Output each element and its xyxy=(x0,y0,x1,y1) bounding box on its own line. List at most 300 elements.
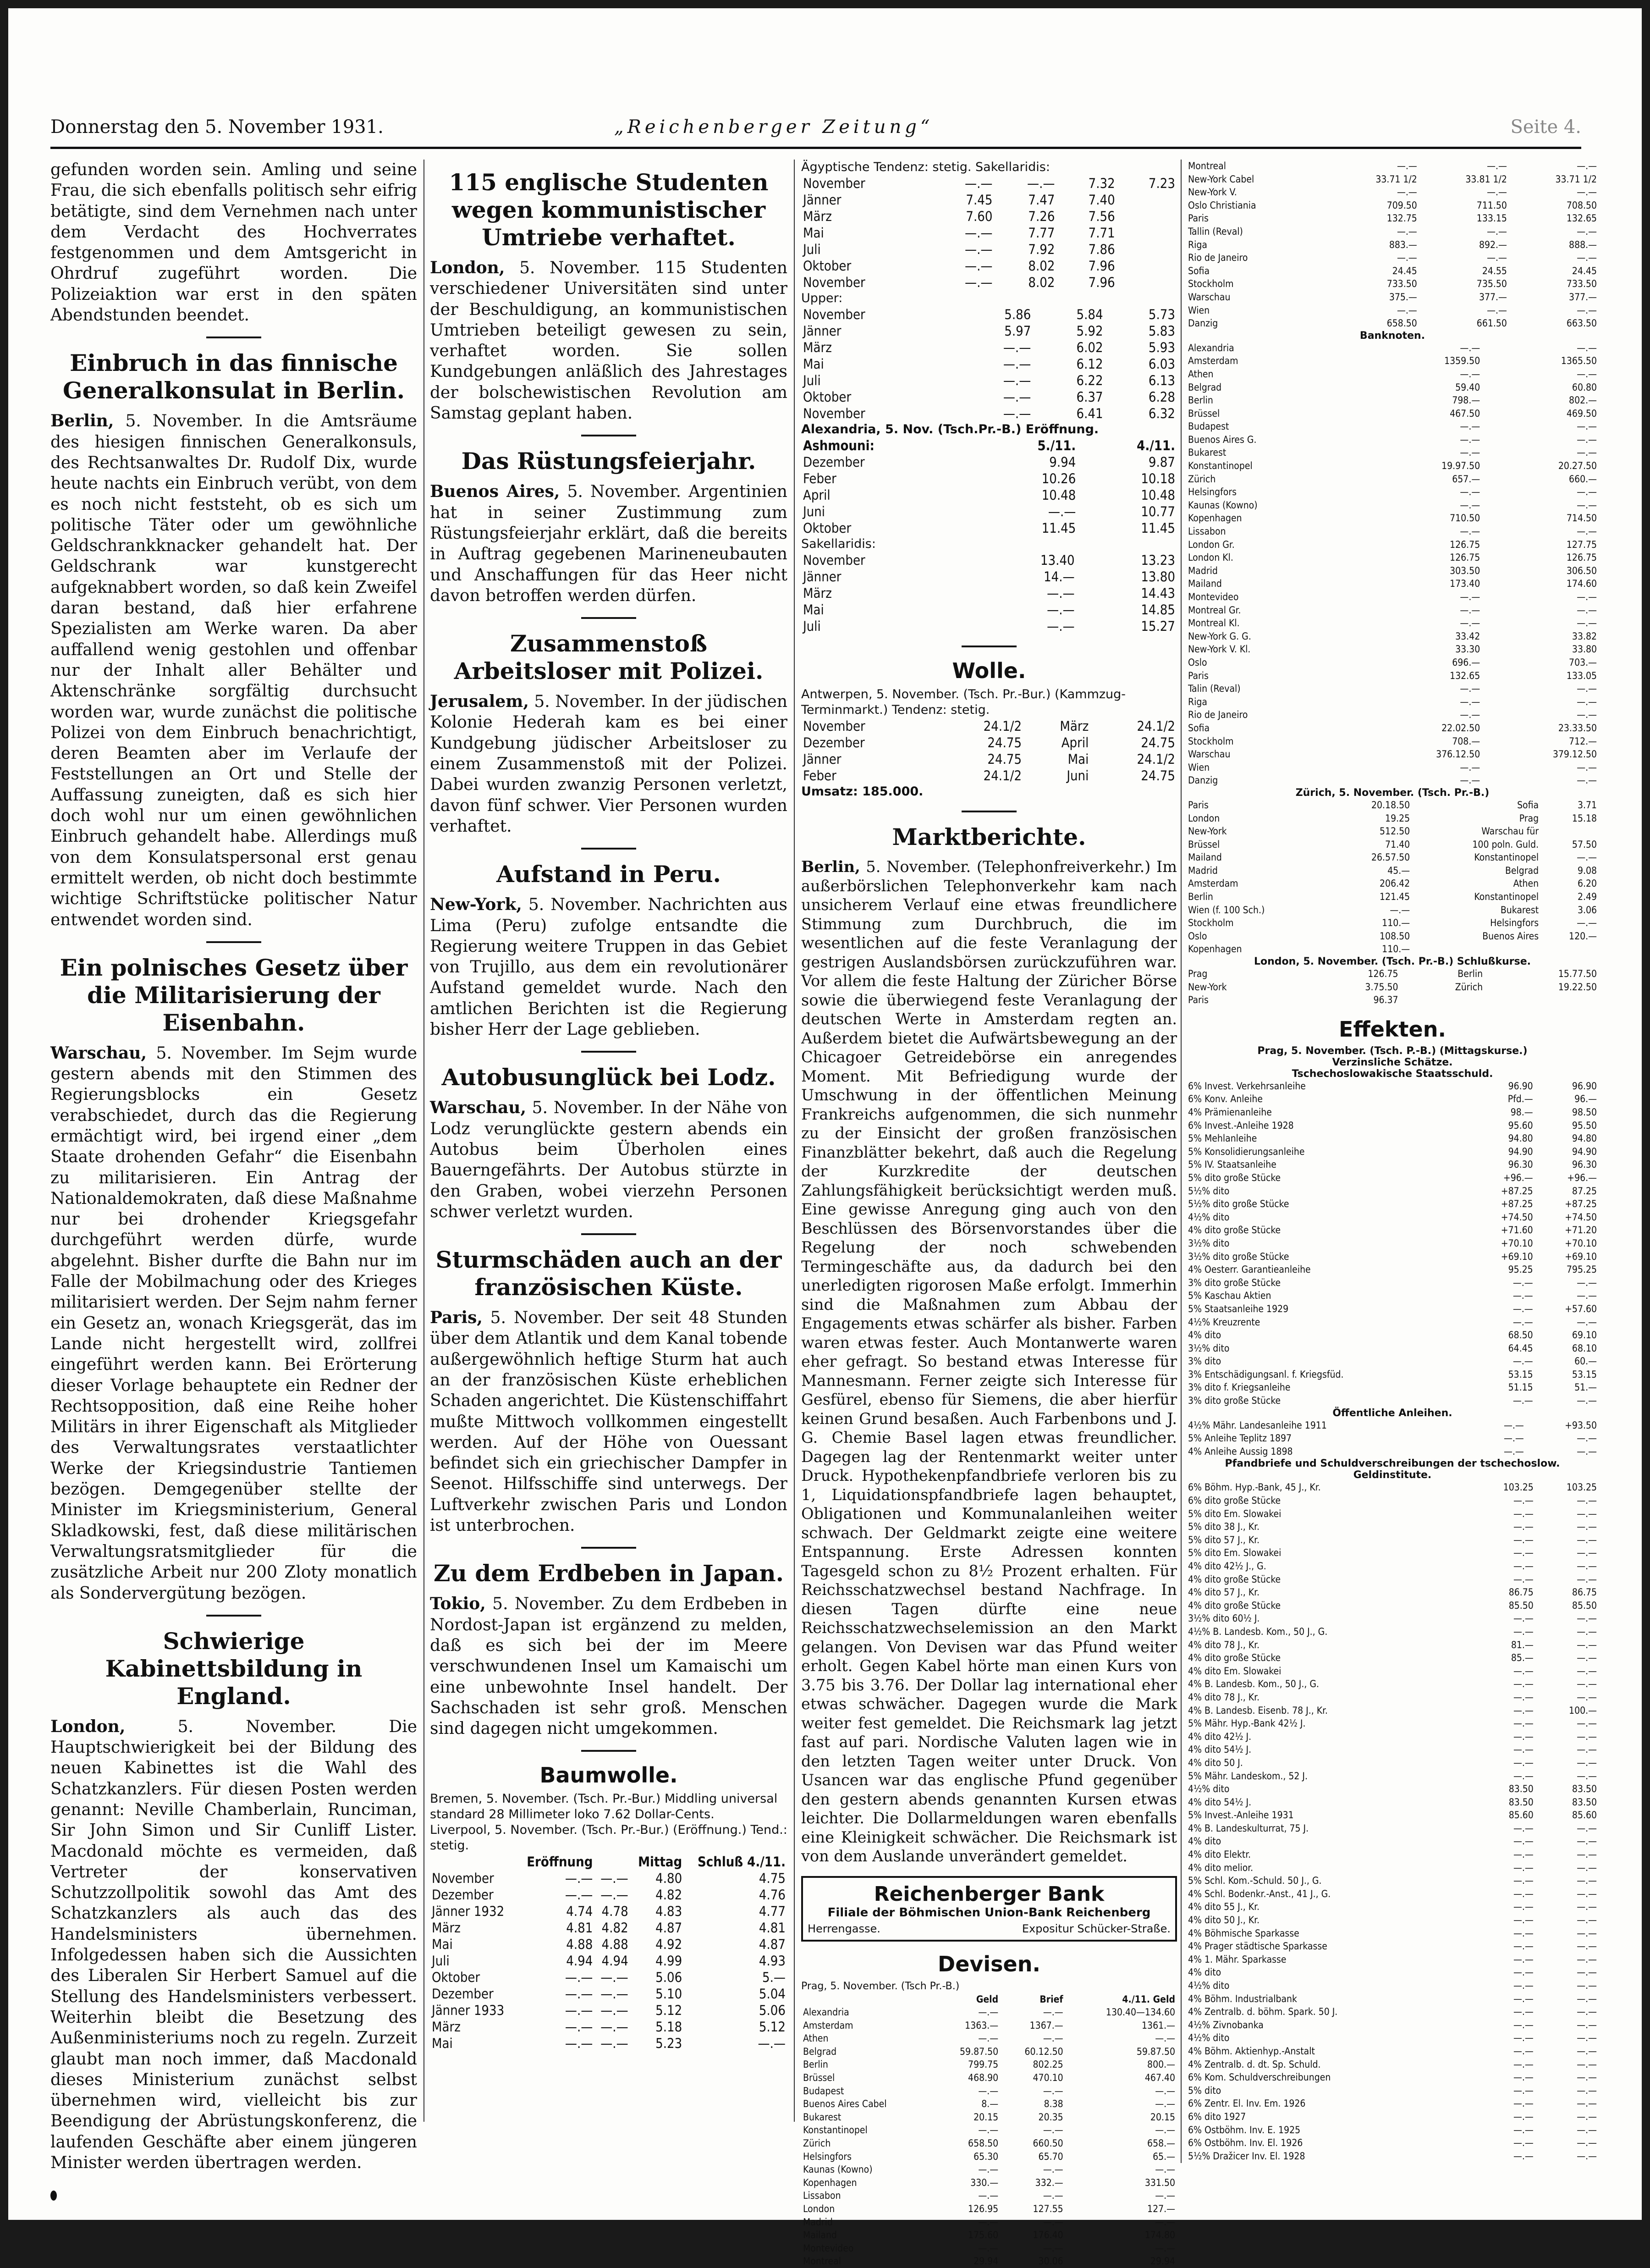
table-row xyxy=(1186,304,1599,317)
table-cell: —.— xyxy=(1577,1980,1597,1991)
table-cell: —.— xyxy=(1577,2137,1597,2149)
table-cell: 15.27 xyxy=(1141,618,1175,634)
table-cell: Berlin xyxy=(1188,891,1213,903)
newspaper-page xyxy=(8,8,1642,2267)
table-cell: Jänner xyxy=(803,192,842,208)
table-cell: 126.75 xyxy=(1450,552,1480,563)
table-cell: 95.50 xyxy=(1572,1120,1597,1131)
table-row xyxy=(1186,251,1599,265)
marktberichte-text xyxy=(801,857,1177,1866)
table-cell: 126.75 xyxy=(1450,539,1480,550)
table-cell: —.— xyxy=(1513,1980,1534,1991)
table-cell: —.— xyxy=(1577,226,1597,237)
table-row xyxy=(1186,943,1599,956)
table-row xyxy=(1186,877,1599,890)
table-row xyxy=(1186,1507,1599,1521)
table-cell: —.— xyxy=(1577,2006,1597,2018)
table-cell: —.— xyxy=(1577,1967,1597,1978)
table-cell: 4½% Zivnobanka xyxy=(1188,2019,1264,2031)
table-cell: 14.85 xyxy=(1141,602,1175,618)
table-cell: 660.50 xyxy=(1033,2138,1063,2149)
table-cell: 795.25 xyxy=(1566,1264,1597,1275)
table-cell: —.— xyxy=(1577,1888,1597,1899)
table-cell: —.— xyxy=(1513,2085,1534,2096)
table-row xyxy=(1186,1197,1599,1211)
bank-address-right: Expositur Schücker-Straße. xyxy=(1022,1922,1171,1935)
table-cell: —.— xyxy=(1513,1875,1534,1887)
article-headline: Autobusunglück bei Lodz. xyxy=(441,1064,776,1091)
table-cell: —.— xyxy=(1513,1862,1534,1873)
table-cell: 4% Zentralb. d. dt. Sp. Schuld. xyxy=(1188,2058,1321,2070)
egypt-cotton-table xyxy=(801,175,1177,291)
table-cell: 4.77 xyxy=(759,1904,786,1920)
table-cell: —.— xyxy=(1504,1419,1524,1431)
table-cell: Feber xyxy=(803,471,836,486)
table-cell: 4% Zentralb. d. böhm. Spark. 50 J. xyxy=(1188,2006,1338,2018)
table-cell: Rio de Janeiro xyxy=(1188,252,1248,264)
table-row xyxy=(430,1920,787,1936)
table-cell: +74.50 xyxy=(1565,1211,1597,1223)
divider xyxy=(581,1051,636,1053)
table-cell: 132.65 xyxy=(1450,670,1480,681)
table-row xyxy=(1186,1432,1599,1445)
banknoten-table xyxy=(1186,342,1599,787)
table-cell: 4% dito große Stücke xyxy=(1188,1225,1281,1236)
table-cell: 83.50 xyxy=(1508,1783,1534,1795)
table-cell: —.— xyxy=(1577,1561,1597,1572)
table-row xyxy=(1186,486,1599,499)
table-row xyxy=(1186,1966,1599,1979)
table-cell: 2.49 xyxy=(1577,891,1597,903)
table-cell: —.— xyxy=(1577,683,1597,695)
table-row xyxy=(1186,851,1599,864)
baumwolle-liverpool: Liverpool, 5. November. (Tsch. Pr.-Bur.) (Eröffnung.) Tend.: stetig. xyxy=(430,1823,787,1853)
table-row xyxy=(1186,1276,1599,1290)
table-row xyxy=(1186,1419,1599,1432)
table-cell: —.— xyxy=(1397,252,1417,264)
table-cell: 4½% Mähr. Landesanleihe 1911 xyxy=(1188,1419,1327,1431)
table-cell: 24.45 xyxy=(1392,265,1417,276)
table-cell: 110.— xyxy=(1382,944,1410,955)
table-cell: —.— xyxy=(1577,2111,1597,2122)
table-row xyxy=(1186,1848,1599,1861)
table-row xyxy=(1186,1927,1599,1940)
table-cell: +70.10 xyxy=(1501,1237,1533,1249)
table-cell: Montevideo xyxy=(1188,591,1239,602)
table-row xyxy=(1186,1625,1599,1639)
table-cell: Riga xyxy=(1188,696,1207,707)
table-row xyxy=(1186,238,1599,252)
table-row xyxy=(1186,916,1599,930)
table-header-row xyxy=(801,1993,1177,2006)
table-cell: —.— xyxy=(1155,2242,1175,2254)
table-cell: 6% Böhm. Hyp.-Bank, 45 J., Kr. xyxy=(1188,1482,1321,1493)
table-row xyxy=(1186,1704,1599,1717)
table-cell: 4½% Kreuzrente xyxy=(1188,1316,1260,1328)
table-cell: 24.55 xyxy=(1482,265,1507,276)
table-row xyxy=(1186,1494,1599,1507)
table-cell: —.— xyxy=(1577,2032,1597,2044)
table-cell: —.— xyxy=(1577,486,1597,498)
table-cell: —.— xyxy=(1577,1652,1597,1664)
table-cell: 4% Prager städtische Sparkasse xyxy=(1188,1941,1327,1952)
table-cell: 57.50 xyxy=(1572,839,1597,850)
divider xyxy=(581,1750,636,1752)
table-header-cell: 4./11. xyxy=(1137,438,1175,453)
table-cell: 4.87 xyxy=(759,1937,786,1953)
table-cell: 6.37 xyxy=(1076,389,1103,405)
table-cell: +96.— xyxy=(1503,1172,1533,1183)
table-cell: —.— xyxy=(1577,434,1597,445)
table-row xyxy=(1186,1861,1599,1875)
table-row xyxy=(1186,2084,1599,2097)
table-row xyxy=(1186,838,1599,851)
table-cell: 4% dito 57 J., Kr. xyxy=(1188,1587,1260,1598)
table-cell: 9.08 xyxy=(1577,865,1597,876)
table-cell: 5.92 xyxy=(1076,323,1103,339)
table-cell: —.— xyxy=(1513,1953,1534,1965)
column-2 xyxy=(430,160,787,2108)
table-cell: 3.71 xyxy=(1577,799,1597,811)
table-cell: —.— xyxy=(1513,1626,1534,1637)
table-row xyxy=(1186,420,1599,433)
table-cell: Mailand xyxy=(1188,852,1222,863)
table-row xyxy=(801,405,1177,422)
table-cell: —.— xyxy=(1577,2150,1597,2162)
table-row xyxy=(1186,1158,1599,1171)
table-cell: —.— xyxy=(1487,226,1507,237)
table-cell: 94.80 xyxy=(1572,1133,1597,1144)
table-cell: —.— xyxy=(1577,2045,1597,2057)
table-cell: 176.40 xyxy=(1033,2229,1063,2241)
table-cell: 735.50 xyxy=(1476,278,1507,290)
table-cell: 103.25 xyxy=(1503,1482,1534,1493)
table-cell: Paris xyxy=(1188,670,1209,681)
table-row xyxy=(801,568,1177,585)
table-cell: —.— xyxy=(1577,1731,1597,1742)
table-row xyxy=(1186,160,1599,173)
table-cell: —.— xyxy=(1577,2098,1597,2109)
devisen-intro: Prag, 5. November. (Tsch Pr.-B.) xyxy=(801,1980,960,1992)
bank-subtitle: Filiale der Böhmischen Union-Bank Reichenberg xyxy=(827,1905,1151,1920)
table-row xyxy=(1186,669,1599,683)
table-cell: 5% dito xyxy=(1188,2085,1221,2096)
table-cell: 800.— xyxy=(1147,2059,1175,2070)
table-cell: Riga xyxy=(1188,239,1207,250)
table-cell: +57.60 xyxy=(1565,1303,1597,1314)
table-cell: 6% dito 1927 xyxy=(1188,2111,1246,2122)
table-row xyxy=(430,2019,787,2035)
table-cell: 4½% B. Landesb. Kom., 50 J., G. xyxy=(1188,1626,1328,1637)
table-cell: London xyxy=(803,2203,835,2214)
table-cell: November xyxy=(803,552,865,568)
table-cell: 663.50 xyxy=(1566,318,1597,329)
table-row xyxy=(1186,930,1599,943)
column-2-articles xyxy=(430,169,787,1739)
table-cell: Oktober xyxy=(803,520,852,536)
table-row xyxy=(1186,630,1599,643)
table-row xyxy=(1186,1730,1599,1744)
article-body: 5. November. Im Sejm wurde gestern abends mit den Stimmen des Regierungsblocks ein Gesetz verabschiedet, durch das die Regierung ermächtigt wird, bei irgend einer „dem Staate drohenden Gefahr“ die Eisenbahn zu militarisieren. Ein Antrag der Nationaldemokraten, daß diese Maßnahme nur bei drohender Kriegsgefahr durchgeführt werden dürfe, wurde abgelehnt. Bisher durfte die Bahn nur im Falle der Mobilmachung oder des Krieges militarisiert werden. Der Sejm nahm ferner ein Gesetz an, wonach Kriegsgerät, das im Lande nicht hergestellt wird, zollfrei eingeführt werden kann. Bei Erörterung dieser Vorlage behauptete ein Redner der Rechtsopposition, daß eine Reihe hoher Militärs in ihrer Eigenschaft als Mitglieder des Verwaltungsrates verstaatlichter Werke der Kriegsindustrie Tantiemen bezögen. Demgegenüber stellte der Minister im Kriegsministerium, General Skladkowski, fest, daß diese militärischen Verwaltungsratsmitglieder für die zusätzliche Arbeit nur 200 Zloty monatlich als Sondervergütung bezögen. xyxy=(50,1043,417,1603)
article-body: 5. November. Zu dem Erdbeben in Nordost-Japan ist ergänzend zu melden, daß es sich bei der im Meere verschwundenen Insel um Kamaischi um eine unbewohnte Insel handelt. Der Sachschaden ist sehr groß. Menschen sind dagegen nicht umgekommen. xyxy=(430,1595,787,1738)
table-row xyxy=(1186,1914,1599,1927)
article-headline: Das Rüstungsfeierjahr. xyxy=(461,447,756,475)
table-row xyxy=(1186,212,1599,225)
table-cell: 4% dito große Stücke xyxy=(1188,1600,1281,1611)
table-cell: 4% dito 78 J., Kr. xyxy=(1188,1639,1260,1650)
table-cell: —.— xyxy=(565,1970,593,1986)
table-cell: —.— xyxy=(1577,1822,1597,1834)
table-cell: Jänner 1933 xyxy=(432,2003,505,2019)
table-row xyxy=(1186,1953,1599,1966)
table-cell: —.— xyxy=(965,275,993,290)
article-dateline: London, xyxy=(50,1716,126,1736)
table-cell: 3% dito xyxy=(1188,1356,1221,1367)
table-cell: —.— xyxy=(1512,1303,1533,1314)
table-cell: Mai xyxy=(803,225,824,241)
table-cell: 11.45 xyxy=(1041,520,1076,536)
table-cell: Danzig xyxy=(1188,318,1218,329)
table-row xyxy=(1186,604,1599,617)
table-cell: 4% dito xyxy=(1188,1967,1221,1978)
table-cell: 799.75 xyxy=(968,2059,999,2070)
article-body: 5. November. Die Hauptschwierigkeit bei der Bildung des neuen Kabinettes ist die Wahl des Schatzkanzlers. Für diesen Posten werden genannt: Neville Chamberlain, Runciman, Sir John Simon und Sir Cunliff Lister. Macdonald möchte es vermeiden, daß Vertreter der konservativen Schutzzollpolitik sowohl das Amt des Schatzkanzlers als auch das des Handelsministers übernehmen. Infolgedessen haben sich die Aussichten des Liberalen Sir Herbert Samuel auf die Stellung des Handelsministers verbessert. Weiterhin bleibt die Besetzung des Außenministeriums noch zu regeln. Zurzeit glaubt man noch immer, daß Macdonald dieses Ministerium zunächst selbst übernehmen wird, vielleicht bis zur Beendigung der Abrüstungskonferenz, die laufenden Geschäfte aber einem jüngeren Minister werden übertragen werden. xyxy=(50,1717,417,2173)
table-cell: —.— xyxy=(1155,2125,1175,2136)
table-header-cell xyxy=(430,1854,516,1870)
table-cell: 4.99 xyxy=(655,1953,682,1969)
table-row xyxy=(1186,1119,1599,1132)
table-cell: April xyxy=(803,487,830,503)
article-headline: Aufstand in Peru. xyxy=(496,861,721,888)
column-1 xyxy=(50,160,417,2173)
table-row xyxy=(1186,993,1599,1007)
table-cell: 5.73 xyxy=(1148,307,1175,322)
table-cell: Helsingfors xyxy=(1188,486,1237,498)
table-cell: —.— xyxy=(1577,696,1597,707)
table-cell: 3% dito große Stücke xyxy=(1188,1277,1281,1288)
table-cell: 467.40 xyxy=(1144,2072,1175,2084)
table-cell: —.— xyxy=(1577,1770,1597,1782)
table-cell: Warschau xyxy=(1188,749,1231,760)
table-cell: 376.12.50 xyxy=(1436,749,1480,760)
table-row xyxy=(1186,2097,1599,2110)
table-cell: 6.22 xyxy=(1076,373,1103,388)
table-cell: 4% B. Landesb. Eisenb. 78 J., Kr. xyxy=(1188,1705,1328,1716)
table-cell: Alexandria xyxy=(1188,342,1234,353)
table-cell: —.— xyxy=(600,1887,628,1903)
table-cell: Sofia xyxy=(1188,265,1210,276)
table-row xyxy=(801,258,1177,274)
table-cell: —.— xyxy=(978,2242,999,2254)
table-cell: 375.— xyxy=(1389,291,1417,303)
table-cell: 470.10 xyxy=(1033,2072,1063,2084)
table-cell: 7.23 xyxy=(1148,176,1175,191)
table-cell: 712.— xyxy=(1569,735,1597,747)
table-cell: 121.45 xyxy=(1380,891,1410,903)
table-cell: —.— xyxy=(1047,602,1075,618)
table-cell: 4.80 xyxy=(655,1871,682,1887)
table-cell: Kaunas (Kowno) xyxy=(1188,499,1258,511)
table-cell: 206.42 xyxy=(1380,878,1410,889)
table-cell: —.— xyxy=(1513,1941,1534,1952)
table-cell: 14.43 xyxy=(1141,585,1175,601)
table-row xyxy=(801,192,1177,208)
article-body: 5. November. Nachrichten aus Lima (Peru) zufolge entsandte die Regierung weitere Truppen in das Gebiet von Trujillo, aus dem ein revolutionärer Aufstand gemeldet wurde. Nach den amtlichen Berichten ist die Regierung bisher Herr der Lage geblieben. xyxy=(430,895,787,1039)
table-cell: Montreal xyxy=(803,2256,841,2267)
table-row xyxy=(1186,967,1599,981)
table-cell: —.— xyxy=(1577,1521,1597,1533)
table-row xyxy=(1186,761,1599,774)
table-cell: —.— xyxy=(1577,1836,1597,1847)
article-body: 5. November. In der Nähe von Lodz verunglückte gestern abends ein Autobus beim Überholen eines Bauerngefährts. Der Autobus stürzte in den Graben, wobei vierzehn Personen schwer verletzt wurden. xyxy=(430,1098,787,1221)
table-cell: —.— xyxy=(1577,342,1597,353)
table-row xyxy=(1186,1691,1599,1704)
table-cell: 13.23 xyxy=(1141,552,1175,568)
table-cell: London Gr. xyxy=(1188,539,1235,550)
table-cell: 306.50 xyxy=(1566,565,1597,576)
table-cell: Montreal Kl. xyxy=(1188,618,1240,629)
table-cell: 6.02 xyxy=(1076,340,1103,355)
article-dateline: Berlin, xyxy=(50,411,114,431)
table-cell: 5.18 xyxy=(655,2019,682,2035)
table-cell: —.— xyxy=(1577,1953,1597,1965)
table-cell: —.— xyxy=(1487,160,1507,171)
table-cell: —.— xyxy=(600,2036,628,2052)
table-cell: 4% 1. Mähr. Sparkasse xyxy=(1188,1953,1287,1965)
table-row xyxy=(1186,890,1599,904)
table-cell: —.— xyxy=(565,2019,593,2035)
table-cell: 26.57.50 xyxy=(1371,852,1410,863)
table-cell: 467.50 xyxy=(1450,408,1480,419)
table-cell: 888.— xyxy=(1569,239,1597,250)
table-cell: 1363.— xyxy=(965,2020,999,2031)
table-cell: 9.94 xyxy=(1049,454,1076,470)
table-cell: 4½% dito xyxy=(1188,1211,1230,1223)
table-cell: 3% Entschädigungsanl. f. Kriegsfüd. xyxy=(1188,1369,1344,1380)
table-cell: 24.75 xyxy=(987,735,1022,750)
table-cell: 710.50 xyxy=(1450,513,1480,524)
table-cell: 4% Oesterr. Garantieanleihe xyxy=(1188,1264,1311,1275)
table-cell: 5.— xyxy=(762,1970,786,1986)
table-cell: Budapest xyxy=(1188,421,1229,432)
table-row xyxy=(1186,799,1599,812)
table-cell: —.— xyxy=(1513,1665,1534,1677)
table-row xyxy=(1186,1665,1599,1678)
table-cell: 7.26 xyxy=(1028,209,1055,224)
table-cell: New-York Cabel xyxy=(1188,173,1254,185)
table-cell: 86.75 xyxy=(1508,1587,1534,1598)
table-row xyxy=(1186,1586,1599,1599)
table-cell: 7.32 xyxy=(1088,176,1115,191)
effekten-table-3 xyxy=(1186,1481,1599,2163)
table-cell: 83.50 xyxy=(1572,1796,1597,1808)
table-cell: —.— xyxy=(1577,187,1597,198)
table-cell: —.— xyxy=(1043,2125,1063,2136)
table-cell: 5% Anleihe Teplitz 1897 xyxy=(1188,1433,1292,1444)
table-row xyxy=(1186,473,1599,486)
table-cell: —.— xyxy=(1460,447,1480,458)
table-cell: 6.20 xyxy=(1577,878,1597,889)
table-cell: Mai xyxy=(1067,751,1089,767)
table-cell: —.— xyxy=(1513,1836,1534,1847)
table-cell: 660.— xyxy=(1569,473,1597,485)
table-cell: —.— xyxy=(1577,604,1597,616)
table-cell: 5.06 xyxy=(759,2003,786,2019)
table-cell: —.— xyxy=(978,2007,999,2018)
table-cell: —.— xyxy=(1043,2033,1063,2044)
table-cell: +70.10 xyxy=(1565,1237,1597,1249)
table-cell: +71.20 xyxy=(1565,1225,1597,1236)
table-row xyxy=(801,718,1177,734)
table-cell: —.— xyxy=(1577,1495,1597,1506)
table-cell: 59.87.50 xyxy=(1136,2046,1175,2057)
table-cell: —.— xyxy=(1577,1901,1597,1913)
table-row xyxy=(801,225,1177,241)
table-cell xyxy=(1400,993,1485,1007)
table-cell: Zürich xyxy=(1455,981,1483,993)
table-cell: Athen xyxy=(1513,878,1539,889)
table-row xyxy=(801,274,1177,291)
table-cell: 127.55 xyxy=(1033,2203,1063,2214)
table-cell: 4% Schl. Bodenkr.-Anst., 41 J., G. xyxy=(1188,1888,1331,1899)
table-row xyxy=(1186,459,1599,473)
table-cell: —.— xyxy=(1460,762,1480,773)
table-row xyxy=(1186,317,1599,330)
table-row xyxy=(801,2019,1177,2032)
table-cell: —.— xyxy=(1513,1927,1534,1939)
table-cell: 4% dito 78 J., Kr. xyxy=(1188,1691,1260,1703)
table-cell: 5.97 xyxy=(1004,323,1031,339)
table-cell: Alexandria xyxy=(803,2007,849,2018)
table-row xyxy=(1186,735,1599,748)
table-cell: Berlin xyxy=(1188,395,1213,406)
table-row xyxy=(1186,1770,1599,1783)
table-cell: 69.10 xyxy=(1572,1330,1597,1341)
table-cell: 4% dito Em. Slowakei xyxy=(1188,1665,1282,1677)
table-cell: März xyxy=(432,1920,461,1936)
table-cell: 4.78 xyxy=(601,1904,628,1920)
table-cell: 33.42 xyxy=(1455,630,1480,642)
table-cell: Belgrad xyxy=(1188,381,1222,393)
table-cell: Feber xyxy=(803,768,836,784)
alexandria-intro: Alexandria, 5. Nov. (Tsch.Pr.-B.) Eröffnung. xyxy=(801,422,1099,436)
table-cell: 5½% Dražicer Inv. El. 1928 xyxy=(1188,2150,1305,2162)
table-cell: —.— xyxy=(1577,1744,1597,1755)
table-cell: —.— xyxy=(1513,1770,1534,1782)
bank-name: Reichenberger Bank xyxy=(874,1882,1105,1906)
table-cell: Dezember xyxy=(432,1986,494,2002)
table-cell: 7.96 xyxy=(1088,258,1115,274)
table-cell: —.— xyxy=(1577,1446,1597,1457)
table-cell: —.— xyxy=(1513,2058,1534,2070)
table-cell: 4.88 xyxy=(566,1937,593,1953)
table-cell: Brüssel xyxy=(1188,839,1220,850)
table-cell: —.— xyxy=(1513,1915,1534,1926)
table-row xyxy=(1186,1381,1599,1394)
table-cell: —.— xyxy=(1460,696,1480,707)
table-cell: —.— xyxy=(1577,447,1597,458)
table-row xyxy=(1186,1185,1599,1198)
table-cell: Juli xyxy=(803,373,821,388)
table-cell: 4% dito große Stücke xyxy=(1188,1573,1281,1585)
table-row xyxy=(1186,981,1599,994)
table-cell: April xyxy=(1061,735,1089,750)
table-cell: —.— xyxy=(1577,1718,1597,1729)
table-cell: März xyxy=(803,209,832,224)
table-cell: 7.71 xyxy=(1088,225,1115,241)
table-row xyxy=(801,2229,1177,2242)
table-cell: —.— xyxy=(1513,1705,1534,1716)
